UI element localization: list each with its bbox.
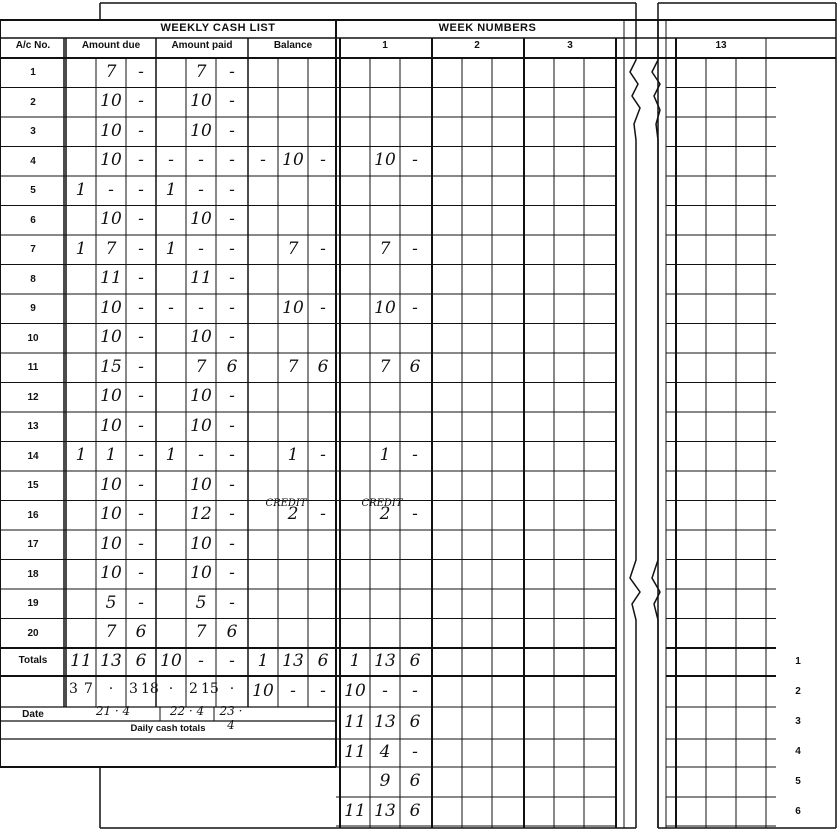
account-number: 1 xyxy=(30,67,36,78)
amount-paid-cell: 10 xyxy=(190,474,212,495)
totals-due: 6 xyxy=(135,651,147,671)
week1-summary-cell: - xyxy=(382,680,388,701)
amount-paid-cell: - xyxy=(229,474,235,495)
amount-paid-header: Amount paid xyxy=(171,40,233,51)
balance-cell: 1 xyxy=(287,445,299,466)
side-number: 3 xyxy=(795,716,801,727)
amount-due-cell: - xyxy=(138,61,144,82)
amount-paid-cell: 11 xyxy=(190,268,212,289)
week1-cell: 7 xyxy=(379,356,391,377)
amount-paid-cell: 10 xyxy=(190,386,212,407)
daily-balance: - xyxy=(320,680,326,701)
amount-paid-cell: 7 xyxy=(195,356,207,377)
amount-due-cell: - xyxy=(138,209,144,230)
amount-due-cell: 5 xyxy=(105,592,117,613)
account-number: 11 xyxy=(27,362,39,373)
week1-summary-cell: 13 xyxy=(374,712,396,732)
account-number: 13 xyxy=(27,421,39,432)
amount-paid-cell: 10 xyxy=(190,563,212,584)
totals-week1: 13 xyxy=(374,651,396,671)
amount-due-cell: 10 xyxy=(100,415,122,436)
amount-paid-cell: - xyxy=(198,238,204,259)
amount-due-cell: 6 xyxy=(135,622,147,643)
week1-summary-cell: - xyxy=(412,680,418,701)
account-number: 9 xyxy=(30,303,36,314)
amount-paid-cell: - xyxy=(229,61,235,82)
amount-paid-cell: 10 xyxy=(190,533,212,554)
amount-due-cell: - xyxy=(138,356,144,377)
amount-paid-cell: 10 xyxy=(190,327,212,348)
amount-due-cell: 10 xyxy=(100,563,122,584)
amount-paid-cell: - xyxy=(229,268,235,289)
account-number: 7 xyxy=(30,244,36,255)
amount-paid-cell: 7 xyxy=(195,61,207,82)
totals-paid: 10 xyxy=(160,651,182,671)
week1-summary-cell: 6 xyxy=(409,800,421,821)
daily-value: 3 xyxy=(69,681,78,697)
week-1-header: 1 xyxy=(382,40,388,51)
account-number: 6 xyxy=(30,214,36,226)
amount-due-cell: 10 xyxy=(100,386,122,407)
week1-cell: - xyxy=(412,150,418,171)
amount-due-cell: 10 xyxy=(100,120,122,141)
amount-due-header: Amount due xyxy=(81,40,141,51)
amount-due-cell: 10 xyxy=(100,474,122,495)
amount-due-cell: 10 xyxy=(100,327,122,348)
totals-balance: 6 xyxy=(317,651,329,671)
amount-paid-cell: - xyxy=(198,179,204,200)
credit-note-week1: CREDIT xyxy=(361,497,403,509)
account-number: 18 xyxy=(27,568,39,580)
amount-due-cell: - xyxy=(138,445,144,466)
side-number: 4 xyxy=(795,746,801,757)
amount-paid-cell: - xyxy=(198,150,204,171)
amount-paid-cell: - xyxy=(229,445,235,466)
amount-due-cell: - xyxy=(138,238,144,259)
amount-due-cell: 11 xyxy=(100,268,122,289)
amount-paid-cell: 5 xyxy=(195,592,207,613)
week1-cell: - xyxy=(412,238,418,259)
date-value: 22 · 4 xyxy=(169,704,205,718)
daily-value: · xyxy=(168,681,174,697)
account-number: 14 xyxy=(27,450,39,462)
balance-header: Balance xyxy=(273,40,313,51)
week1-cell: 7 xyxy=(379,238,391,259)
amount-due-cell: - xyxy=(138,297,144,318)
amount-paid-cell: - xyxy=(229,120,235,141)
amount-paid-cell: 10 xyxy=(190,120,212,141)
totals-due: 11 xyxy=(70,651,92,671)
week1-cell: - xyxy=(412,504,418,525)
account-number: 4 xyxy=(30,155,36,167)
amount-due-cell: 10 xyxy=(100,209,122,230)
amount-paid-cell: - xyxy=(168,297,174,318)
amount-due-cell: - xyxy=(138,327,144,348)
amount-due-cell: 7 xyxy=(105,622,117,643)
amount-paid-cell: - xyxy=(229,91,235,112)
week-3-header: 3 xyxy=(567,40,573,51)
ac-no-header: A/c No. xyxy=(15,40,51,51)
account-number: 19 xyxy=(27,598,39,609)
amount-paid-cell: - xyxy=(198,445,204,466)
amount-paid-cell: - xyxy=(229,209,235,230)
amount-paid-cell: 10 xyxy=(190,209,212,230)
week1-cell: 10 xyxy=(374,150,396,171)
amount-due-cell: - xyxy=(108,179,114,200)
amount-due-cell: - xyxy=(138,120,144,141)
side-number: 5 xyxy=(795,776,801,787)
amount-paid-cell: 1 xyxy=(165,445,177,466)
amount-due-cell: - xyxy=(138,563,144,584)
balance-cell: - xyxy=(320,445,326,466)
amount-due-cell: 10 xyxy=(100,91,122,112)
amount-paid-cell: - xyxy=(229,386,235,407)
week-13-header: 13 xyxy=(715,40,727,51)
daily-value: 7 xyxy=(84,681,93,697)
week1-summary-cell: 4 xyxy=(379,742,391,762)
amount-due-cell: - xyxy=(138,150,144,171)
week1-summary-cell: 6 xyxy=(409,771,421,791)
side-number: 6 xyxy=(795,806,801,817)
amount-due-cell: 1 xyxy=(75,445,87,466)
balance-cell: 6 xyxy=(317,356,329,377)
account-number: 16 xyxy=(27,509,39,521)
totals-paid: - xyxy=(198,651,204,671)
account-number: 8 xyxy=(30,273,36,285)
totals-due: 13 xyxy=(100,651,122,671)
amount-due-cell: - xyxy=(138,474,144,495)
amount-due-cell: 7 xyxy=(105,238,117,259)
totals-label: Totals xyxy=(18,655,48,666)
weekly-cash-list-title: WEEKLY CASH LIST xyxy=(160,22,276,34)
totals-week1: 6 xyxy=(409,651,421,671)
week1-summary-cell: 11 xyxy=(344,712,366,732)
daily-value: · xyxy=(108,681,114,697)
account-number: 17 xyxy=(27,539,39,550)
week1-cell: 1 xyxy=(379,445,391,466)
amount-paid-cell: - xyxy=(229,504,235,525)
week-2-header: 2 xyxy=(474,40,480,51)
credit-note-balance: CREDIT xyxy=(265,497,307,509)
amount-due-cell: 7 xyxy=(105,61,117,82)
amount-paid-cell: - xyxy=(229,415,235,436)
amount-paid-cell: - xyxy=(229,327,235,348)
account-number: 15 xyxy=(27,480,39,491)
amount-paid-cell: 10 xyxy=(190,415,212,436)
account-number: 20 xyxy=(27,627,39,639)
daily-value: 2 xyxy=(189,681,198,697)
torn-edge-right xyxy=(652,20,660,828)
week1-summary-cell: 13 xyxy=(374,800,396,821)
balance-cell: - xyxy=(260,150,266,171)
week1-cell: - xyxy=(412,297,418,318)
side-number: 2 xyxy=(795,686,801,697)
week1-summary-cell: 6 xyxy=(409,712,421,732)
amount-paid-cell: - xyxy=(168,150,174,171)
balance-cell: 7 xyxy=(287,356,299,377)
amount-due-cell: - xyxy=(138,592,144,613)
balance-cell: 2 xyxy=(287,504,299,525)
amount-due-cell: - xyxy=(138,268,144,289)
amount-paid-cell: 10 xyxy=(190,91,212,112)
amount-due-cell: 15 xyxy=(100,356,122,377)
daily-value: 18 xyxy=(141,681,159,697)
amount-due-cell: 10 xyxy=(100,504,122,525)
date-value: 23 · 4 xyxy=(219,704,243,732)
week1-cell: 10 xyxy=(374,297,396,318)
totals-week1: 1 xyxy=(349,651,361,671)
week1-summary-cell: - xyxy=(412,742,418,762)
daily-value: 15 xyxy=(201,681,219,697)
amount-due-cell: 10 xyxy=(100,297,122,318)
torn-edge-left xyxy=(630,20,640,828)
balance-cell: 7 xyxy=(287,238,299,259)
amount-paid-cell: 6 xyxy=(226,622,238,643)
balance-cell: - xyxy=(320,238,326,259)
balance-cell: - xyxy=(320,297,326,318)
totals-paid: - xyxy=(229,651,235,671)
amount-paid-cell: - xyxy=(198,297,204,318)
account-number: 12 xyxy=(27,391,39,403)
week1-summary-cell: 9 xyxy=(379,771,391,791)
week1-summary-cell: 10 xyxy=(344,680,366,701)
account-number: 2 xyxy=(30,96,36,108)
account-number: 5 xyxy=(30,185,36,196)
amount-paid-cell: - xyxy=(229,179,235,200)
week1-cell: - xyxy=(412,445,418,466)
week1-summary-cell: 11 xyxy=(344,800,366,821)
account-number: 10 xyxy=(27,332,39,344)
balance-cell: - xyxy=(320,504,326,525)
daily-value: 3 xyxy=(129,681,138,697)
amount-due-cell: 10 xyxy=(100,150,122,171)
amount-paid-cell: 6 xyxy=(226,356,238,377)
balance-cell: 10 xyxy=(282,297,304,318)
balance-cell: - xyxy=(320,150,326,171)
amount-paid-cell: 1 xyxy=(165,179,177,200)
amount-paid-cell: - xyxy=(229,533,235,554)
amount-due-cell: - xyxy=(138,179,144,200)
amount-due-cell: 1 xyxy=(75,238,87,259)
amount-paid-cell: - xyxy=(229,563,235,584)
week1-cell: 6 xyxy=(409,356,421,377)
balance-cell: 10 xyxy=(282,150,304,171)
week1-cell: 2 xyxy=(379,504,391,525)
amount-paid-cell: - xyxy=(229,592,235,613)
amount-paid-cell: - xyxy=(229,238,235,259)
daily-cash-totals-label: Daily cash totals xyxy=(130,723,206,734)
amount-due-cell: - xyxy=(138,504,144,525)
amount-due-cell: 1 xyxy=(105,445,117,466)
amount-due-cell: - xyxy=(138,386,144,407)
amount-paid-cell: 7 xyxy=(195,622,207,643)
side-number: 1 xyxy=(795,656,801,667)
totals-balance: 13 xyxy=(282,651,304,671)
amount-due-cell: 1 xyxy=(75,179,87,200)
amount-due-cell: - xyxy=(138,415,144,436)
week1-summary-cell: 11 xyxy=(344,742,366,762)
amount-paid-cell: - xyxy=(229,150,235,171)
amount-paid-cell: 1 xyxy=(165,238,177,259)
daily-value: · xyxy=(229,681,235,697)
daily-balance: - xyxy=(290,680,296,701)
date-label: Date xyxy=(22,709,44,720)
daily-balance: 10 xyxy=(252,680,274,701)
date-value: 21 · 4 xyxy=(95,704,131,718)
amount-paid-cell: - xyxy=(229,297,235,318)
amount-due-cell: 10 xyxy=(100,533,122,554)
amount-due-cell: - xyxy=(138,533,144,554)
amount-paid-cell: 12 xyxy=(190,504,212,525)
totals-balance: 1 xyxy=(257,651,269,671)
week-numbers-title: WEEK NUMBERS xyxy=(438,22,537,34)
account-number: 3 xyxy=(30,126,36,137)
amount-due-cell: - xyxy=(138,91,144,112)
